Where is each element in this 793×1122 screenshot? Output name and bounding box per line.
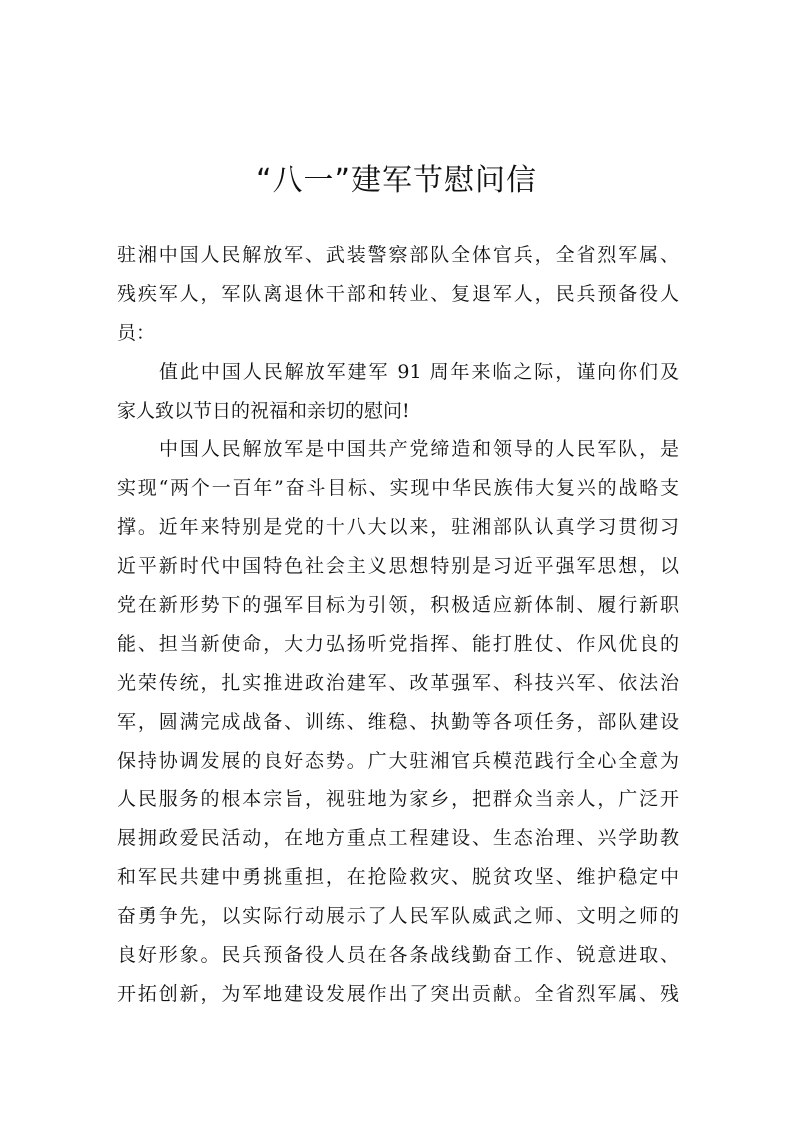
text-line: 展拥政爱民活动，在地方重点工程建设、生态治理、兴学助教 <box>117 827 679 850</box>
text-line: 撑。近年来特别是党的十八大以来，驻湘部队认真学习贯彻习 <box>117 516 679 539</box>
text-line: 家人致以节日的祝福和亲切的慰问! <box>117 399 410 422</box>
text-line: 良好形象。民兵预备役人员在各条战线勤奋工作、锐意进取、 <box>117 944 679 967</box>
document-title: “八一”建军节慰问信 <box>255 163 538 198</box>
text-line: 实现“两个一百年”奋斗目标、实现中华民族伟大复兴的战略支 <box>117 477 679 500</box>
text-line: 保持协调发展的良好态势。广大驻湘官兵模范践行全心全意为 <box>117 749 679 772</box>
letter-body <box>117 236 679 1014</box>
text-line: 残疾军人，军队离退休干部和转业、复退军人，民兵预备役人 <box>117 282 679 305</box>
text-line: 和军民共建中勇挑重担，在抢险救灾、脱贫攻坚、维护稳定中 <box>117 866 679 889</box>
text-line: 值此中国人民解放军建军 91 周年来临之际，谨向你们及 <box>159 360 679 383</box>
text-line: 奋勇争先，以实际行动展示了人民军队威武之师、文明之师的 <box>117 905 679 928</box>
text-line: 光荣传统，扎实推进政治建军、改革强军、科技兴军、依法治 <box>117 671 679 694</box>
text-line: 开拓创新，为军地建设发展作出了突出贡献。全省烈军属、残 <box>117 982 679 1005</box>
text-line: 军，圆满完成战备、训练、维稳、执勤等各项任务，部队建设 <box>117 710 679 733</box>
text-line: 能、担当新使命，大力弘扬听党指挥、能打胜仗、作风优良的 <box>117 632 679 655</box>
text-line: 中国人民解放军是中国共产党缔造和领导的人民军队，是 <box>159 438 679 461</box>
text-line: 人民服务的根本宗旨，视驻地为家乡，把群众当亲人，广泛开 <box>117 788 679 811</box>
text-line: 员： <box>117 321 156 344</box>
text-line: 驻湘中国人民解放军、武装警察部队全体官兵，全省烈军属、 <box>117 244 679 266</box>
text-line: 近平新时代中国特色社会主义思想特别是习近平强军思想，以 <box>117 555 679 578</box>
text-line: 党在新形势下的强军目标为引领，积极适应新体制、履行新职 <box>117 594 679 617</box>
